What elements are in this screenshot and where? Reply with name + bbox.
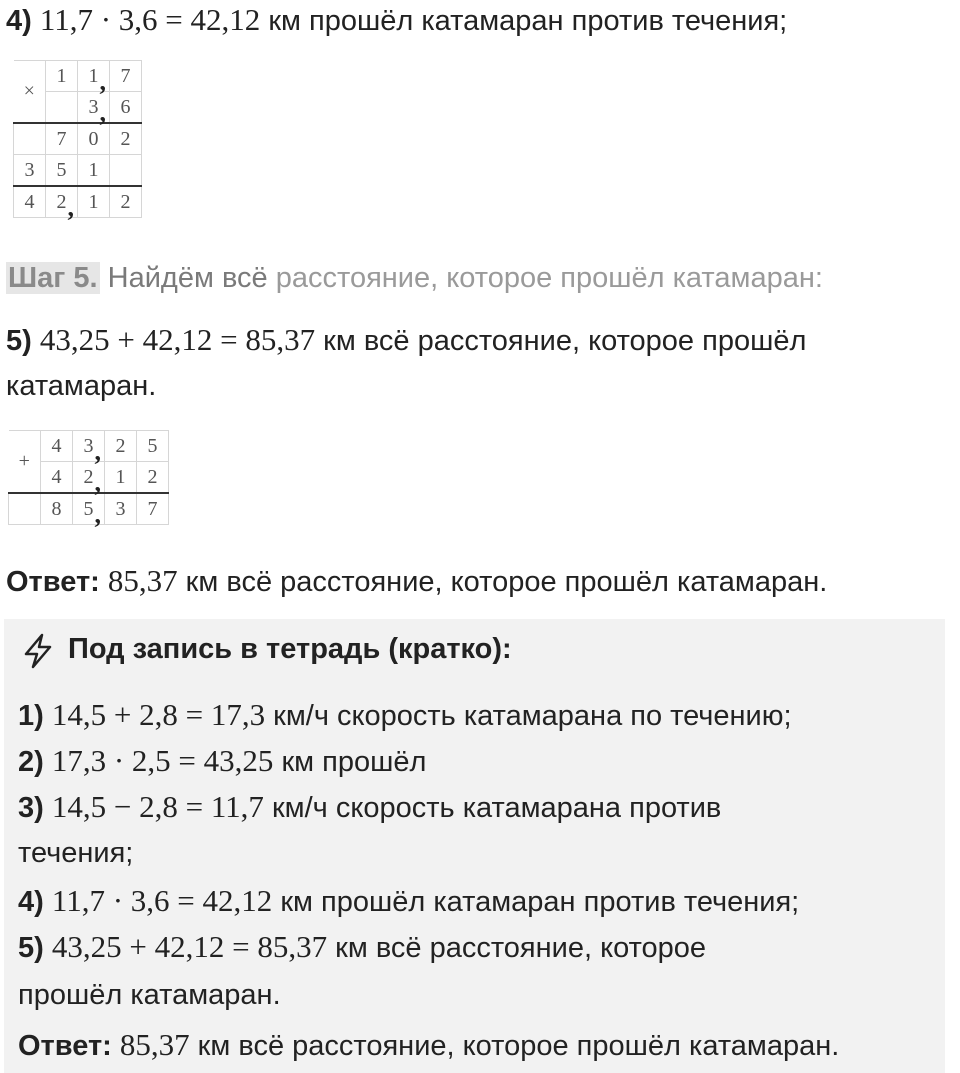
add-cell: 2 <box>105 431 137 462</box>
answer-value: 85,37 <box>107 563 178 598</box>
step-5-line <box>6 320 806 361</box>
decimal-comma: , <box>94 437 101 466</box>
mult-cell: 5 <box>46 155 78 187</box>
lightning-icon <box>18 631 58 671</box>
summary-line-5b: прошёл катамаран. <box>18 979 281 1011</box>
decimal-comma: , <box>99 67 106 96</box>
step-5-number: 5) <box>6 325 32 357</box>
summary-answer: Ответ: 85,37 км всё расстояние, которое прошёл катамаран. <box>18 1027 840 1062</box>
mult-cell <box>14 123 46 155</box>
decimal-comma: , <box>94 468 101 497</box>
add-cell: 8 <box>41 493 73 525</box>
mult-cell: 1 <box>78 155 110 187</box>
addition-grid <box>8 430 169 529</box>
mult-cell: 7 <box>46 123 78 155</box>
step-5-line-2 <box>6 366 156 406</box>
add-cell: 5 <box>137 431 169 462</box>
add-cell: 4 <box>41 431 73 462</box>
summary-line-3: 3) 14,5 − 2,8 = 11,7 км/ч скорость катамарана против <box>18 789 722 824</box>
summary-line-5: 5) 43,25 + 42,12 = 85,37 км всё расстояние, которое <box>18 929 707 964</box>
step-5-colon: : <box>814 262 823 294</box>
summary-line-2: 2) 17,3 · 2,5 = 43,25 км прошёл <box>18 743 427 778</box>
add-cell: 4 <box>41 462 73 494</box>
mult-cell: × <box>14 61 46 124</box>
add-cell: 7 <box>137 493 169 525</box>
summary-line-3b: течения; <box>18 837 134 869</box>
step-4-text: км прошёл катамаран против течения; <box>260 5 788 37</box>
answer-text: км всё расстояние, которое прошёл катамаран. <box>177 566 828 598</box>
step-4-expression: 11,7 · 3,6 = 42,12 <box>39 2 261 37</box>
step-5-text: км всё расстояние, которое прошёл <box>315 325 807 357</box>
add-cell: 5 , <box>73 493 105 525</box>
step-4-line <box>6 0 787 41</box>
decimal-comma: , <box>99 98 106 127</box>
step-5-header <box>6 258 823 298</box>
mult-cell: 0 <box>78 123 110 155</box>
answer-line <box>6 561 827 602</box>
mult-cell: 4 <box>14 186 46 218</box>
mult-cell: 1 <box>78 186 110 218</box>
multiplication-grid <box>13 60 142 222</box>
mult-cell: 1 <box>46 61 78 92</box>
summary-line-4: 4) 11,7 · 3,6 = 42,12 км прошёл катамаран против течения; <box>18 883 800 918</box>
add-cell: + <box>9 431 41 494</box>
mult-cell: 3 <box>14 155 46 187</box>
add-cell: 2 , <box>73 462 105 494</box>
add-cell: 1 <box>105 462 137 494</box>
mult-cell: 2 , <box>46 186 78 218</box>
mult-cell <box>110 155 142 187</box>
step-5-text-b: расстояние, которое прошёл катамаран <box>275 262 815 294</box>
mult-cell <box>46 92 78 124</box>
summary-line-1: 1) 14,5 + 2,8 = 17,3 км/ч скорость катамарана по течению; <box>18 697 792 732</box>
add-cell: 3 , <box>73 431 105 462</box>
summary-box <box>4 619 945 1073</box>
mult-cell: 3 , <box>78 92 110 124</box>
mult-cell: 1 , <box>78 61 110 92</box>
decimal-comma: , <box>67 193 74 222</box>
mult-cell: 7 <box>110 61 142 92</box>
add-cell <box>9 493 41 525</box>
answer-label: Ответ: <box>6 566 100 598</box>
step-5-text-2: катамаран. <box>6 370 157 402</box>
step-5-tag: Шаг 5. <box>8 262 98 294</box>
decimal-comma: , <box>94 500 101 529</box>
mult-cell: 2 <box>110 123 142 155</box>
add-cell: 3 <box>105 493 137 525</box>
mult-cell: 6 <box>110 92 142 124</box>
add-cell: 2 <box>137 462 169 494</box>
summary-title: Под запись в тетрадь (кратко): <box>68 633 512 665</box>
step-4-number: 4) <box>6 5 32 37</box>
mult-cell: 2 <box>110 186 142 218</box>
step-5-text-a: Найдём всё <box>99 262 276 294</box>
step-5-expression: 43,25 + 42,12 = 85,37 <box>39 322 316 357</box>
